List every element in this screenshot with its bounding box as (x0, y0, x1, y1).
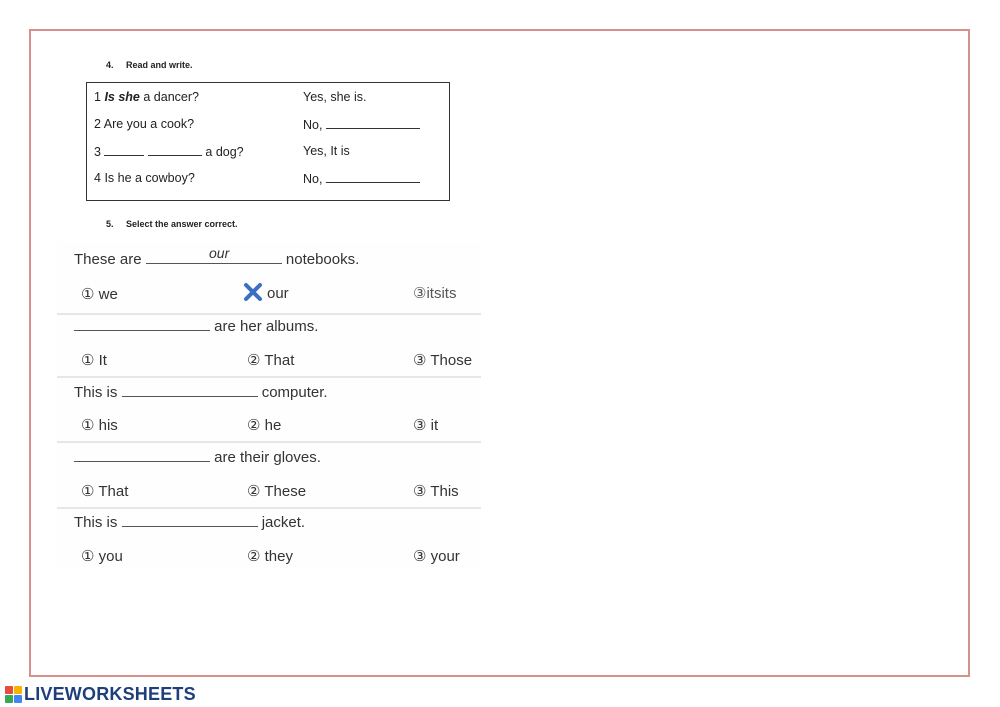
q1-option-2[interactable]: our (267, 285, 289, 302)
q5-option-3[interactable]: ③ your (413, 548, 460, 565)
q2-option-1[interactable]: ① It (81, 352, 107, 369)
logo-square-yellow (14, 686, 22, 694)
filled-answer-1[interactable]: our (209, 245, 230, 261)
answer-blank[interactable] (326, 171, 420, 183)
question-number: 2 (94, 117, 101, 131)
question-5-stem (74, 514, 305, 531)
question-number: 4 (94, 171, 101, 185)
question-text: Is he a cowboy? (104, 171, 195, 185)
stem-pre: These are (74, 251, 142, 268)
answer-2 (303, 117, 420, 132)
question-row-2 (94, 117, 194, 131)
question-text: a dancer? (143, 90, 199, 104)
q2-option-3[interactable]: ③ Those (413, 352, 473, 369)
question-row-4 (94, 171, 195, 185)
q2-option-2[interactable]: ② That (247, 352, 295, 369)
stem-pre: This is (74, 514, 118, 531)
question-emphasis: Is she (104, 90, 140, 104)
divider (57, 441, 481, 443)
answer-prefix: No, (303, 172, 323, 186)
logo-text: LIVEWORKSHEETS (24, 684, 196, 704)
answer-1: Yes, she is. (303, 90, 367, 104)
q4-option-3[interactable]: ③ This (413, 483, 459, 500)
question-blank-a[interactable] (104, 144, 144, 156)
section-5-heading (106, 219, 238, 229)
question-row-3 (94, 144, 244, 159)
stem-post: computer. (261, 384, 328, 401)
section-4-title: Read and write. (126, 60, 193, 70)
stem-pre: This is (74, 384, 118, 401)
section-4-number: 4. (106, 60, 114, 70)
answer-blank-4[interactable] (74, 449, 210, 462)
question-2-stem (74, 318, 318, 335)
divider (57, 313, 481, 315)
q3-option-3[interactable]: ③ it (413, 417, 439, 434)
question-row-1 (94, 90, 199, 104)
question-blank-b[interactable] (148, 144, 202, 156)
question-4-stem (74, 449, 321, 466)
stem-post: notebooks. (285, 251, 360, 268)
answer-blank[interactable] (326, 117, 420, 129)
logo-square-red (5, 686, 13, 694)
logo-squares-icon (5, 686, 22, 703)
q4-option-1[interactable]: ① That (81, 483, 129, 500)
q5-option-2[interactable]: ② they (247, 548, 293, 565)
q3-option-1[interactable]: ① his (81, 417, 118, 434)
section-5-title: Select the answer correct. (126, 219, 238, 229)
read-and-write-box (86, 82, 450, 201)
stem-post: are her albums. (214, 318, 319, 335)
divider (57, 376, 481, 378)
liveworksheets-logo[interactable] (5, 684, 196, 705)
question-number: 1 (94, 90, 101, 104)
question-text: Are you a cook? (103, 117, 195, 131)
question-3-stem (74, 384, 328, 401)
logo-square-blue (14, 695, 22, 703)
answer-3: Yes, It is (303, 144, 350, 158)
question-text: a dog? (205, 145, 244, 159)
q3-option-2[interactable]: ② he (247, 417, 282, 434)
section-5-number: 5. (106, 219, 114, 229)
select-answer-scan (57, 242, 481, 567)
logo-square-green (5, 695, 13, 703)
q5-option-1[interactable]: ① you (81, 548, 123, 565)
answer-4 (303, 171, 420, 186)
answer-prefix: No, (303, 118, 323, 132)
x-mark-icon (243, 282, 263, 302)
stem-post: are their gloves. (214, 449, 321, 466)
q1-option-3[interactable]: ③itsits (413, 285, 457, 302)
answer-blank-2[interactable] (74, 318, 210, 331)
stem-post: jacket. (261, 514, 306, 531)
q4-option-2[interactable]: ② These (247, 483, 307, 500)
section-4-heading (106, 60, 193, 70)
q1-option-1[interactable]: ① we (81, 286, 118, 303)
answer-blank-3[interactable] (122, 384, 258, 397)
answer-blank-5[interactable] (122, 514, 258, 527)
divider (57, 507, 481, 509)
question-number: 3 (94, 145, 101, 159)
